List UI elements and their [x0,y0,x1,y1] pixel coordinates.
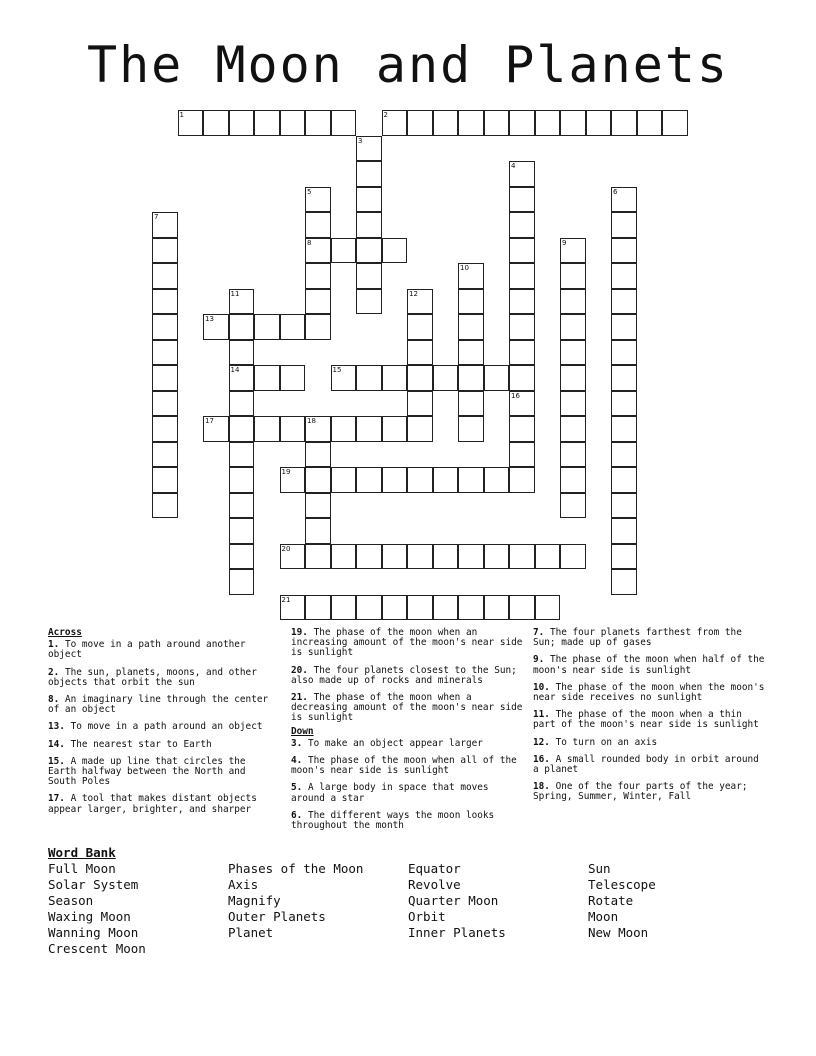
clues-column-3 [533,628,765,810]
grid-cell[interactable] [509,442,535,468]
cell-number: 18 [307,417,316,425]
grid-cell[interactable] [509,391,535,417]
grid-cell[interactable] [458,365,484,391]
grid-cell[interactable] [560,238,586,264]
word-bank-item: Axis [228,877,259,892]
word-bank-item: Inner Planets [408,925,506,940]
grid-cell[interactable] [229,442,255,468]
cell-number: 17 [205,417,214,425]
clue-number: 12. [533,736,550,748]
grid-cell[interactable] [331,595,357,621]
grid-cell[interactable] [356,289,382,315]
clue-text: A large body in space that moves around a star [291,782,489,804]
word-bank-item: Phases of the Moon [228,861,364,876]
grid-cell[interactable] [611,340,637,366]
cell-number: 7 [154,213,159,221]
cell-number: 14 [230,366,240,374]
grid-cell[interactable] [152,263,178,289]
grid-cell[interactable] [152,314,178,340]
word-bank-item: Orbit [408,909,446,924]
grid-cell[interactable] [458,340,484,366]
grid-cell[interactable] [509,161,535,187]
clue-number: 1. [48,639,60,651]
word-bank-column [408,861,506,941]
word-bank-item: Magnify [228,893,281,908]
grid-cell[interactable] [560,263,586,289]
clue-text: To move in a path around another object [48,639,246,661]
grid-cell[interactable] [382,595,408,621]
grid-cell[interactable] [229,467,255,493]
grid-cell[interactable] [611,212,637,238]
clue-number: 10. [533,681,550,693]
clue [48,722,278,732]
grid-cell[interactable] [152,493,178,519]
grid-cell[interactable] [611,442,637,468]
grid-cell[interactable] [356,238,382,264]
grid-cell[interactable] [356,212,382,238]
grid-cell[interactable] [509,238,535,264]
clue-text: The sun, planets, moons, and other objects that orbit the sun [48,666,257,688]
clue-number: 20. [291,664,308,676]
grid-cell[interactable] [407,391,433,417]
grid-cell[interactable] [229,544,255,570]
grid-cell[interactable] [229,493,255,519]
grid-cell[interactable] [509,187,535,213]
clue [533,738,765,748]
clue-number: 19. [291,627,308,638]
word-bank-item: Planet [228,925,274,940]
word-bank-item: Moon [588,909,619,924]
grid-cell[interactable] [229,289,255,315]
grid-cell[interactable] [484,595,510,621]
word-bank-item: Crescent Moon [48,941,146,956]
grid-cell[interactable] [611,365,637,391]
grid-cell[interactable] [152,391,178,417]
grid-cell[interactable] [203,416,229,442]
grid-cell[interactable] [382,238,408,264]
grid-cell[interactable] [484,467,510,493]
grid-cell[interactable] [433,595,459,621]
grid-cell[interactable] [229,518,255,544]
clue-text: The phase of the moon when the moon's near side receives no sunlight [533,681,765,704]
grid-cell[interactable] [305,212,331,238]
grid-cell[interactable] [611,416,637,442]
grid-cell[interactable] [509,544,535,570]
clue [291,693,523,724]
cell-number: 21 [281,595,291,604]
grid-cell[interactable] [203,110,229,136]
grid-cell[interactable] [356,161,382,187]
grid-cell[interactable] [152,365,178,391]
grid-cell[interactable] [535,595,561,621]
grid-cell[interactable] [305,442,331,468]
clues-column-2 [291,628,523,838]
clue-number: 8. [48,694,60,706]
clue-text: The phase of the moon when all of the moon's near side is sunlight [291,755,517,777]
grid-cell[interactable] [560,544,586,570]
clue-number: 4. [291,755,303,767]
grid-cell[interactable] [637,110,663,136]
clue [533,755,765,775]
grid-cell[interactable] [458,263,484,289]
clue-text: To turn on an axis [549,736,658,748]
grid-cell[interactable] [458,467,484,493]
grid-cell[interactable] [305,416,331,442]
grid-cell[interactable] [152,340,178,366]
clue-text: The different ways the moon looks throughout the month [291,809,495,832]
cell-number: 6 [613,187,618,196]
clue-text: An imaginary line through the center of an object [48,694,269,716]
grid-cell[interactable] [305,187,331,213]
grid-cell[interactable] [611,110,637,136]
clue-text: The four planets farthest from the Sun; made up of gases [533,627,742,649]
clue [48,757,278,788]
grid-cell[interactable] [305,467,331,493]
grid-cell[interactable] [229,314,255,340]
clue-text: The phase of the moon when a decreasing amount of the moon's near side is sunlight [291,692,523,724]
grid-cell[interactable] [535,110,561,136]
grid-cell[interactable] [305,238,331,264]
grid-cell[interactable] [560,416,586,442]
grid-cell[interactable] [458,391,484,417]
word-bank-column [588,861,656,941]
grid-cell[interactable] [280,544,306,570]
grid-cell[interactable] [203,314,229,340]
grid-cell[interactable] [509,212,535,238]
grid-cell[interactable] [407,416,433,442]
grid-cell[interactable] [611,314,637,340]
word-bank-column [228,861,363,941]
grid-cell[interactable] [560,493,586,519]
grid-cell[interactable] [458,110,484,136]
grid-cell[interactable] [509,314,535,340]
grid-cell[interactable] [407,314,433,340]
word-bank-item: Rotate [588,893,634,908]
grid-cell[interactable] [560,340,586,366]
grid-cell[interactable] [560,365,586,391]
grid-cell[interactable] [611,263,637,289]
grid-cell[interactable] [611,238,637,264]
cell-number: 9 [562,238,567,247]
word-bank-item: New Moon [588,925,649,940]
grid-cell[interactable] [433,110,459,136]
grid-cell[interactable] [509,467,535,493]
grid-cell[interactable] [484,365,510,391]
grid-cell[interactable] [560,391,586,417]
grid-cell[interactable] [152,238,178,264]
clue-number: 14. [48,738,65,750]
cell-number: 13 [205,315,214,323]
across-heading: Across [48,627,82,638]
clue-number: 21. [291,692,308,704]
cell-number: 20 [281,544,291,553]
grid-cell[interactable] [509,289,535,315]
grid-cell[interactable] [407,365,433,391]
word-bank-item: Sun [588,861,611,876]
grid-cell[interactable] [152,416,178,442]
clue-number: 6. [291,809,303,821]
grid-cell[interactable] [331,365,357,391]
word-bank-item: Quarter Moon [408,893,499,908]
grid-cell[interactable] [152,442,178,468]
cell-number: 8 [307,238,312,247]
grid-cell[interactable] [178,110,204,136]
cell-number: 4 [511,162,516,170]
grid-cell[interactable] [611,569,637,595]
grid-cell[interactable] [229,416,255,442]
grid-cell[interactable] [305,518,331,544]
grid-cell[interactable] [407,289,433,315]
word-bank-column [48,861,146,957]
grid-cell[interactable] [611,391,637,417]
word-bank-item: Waxing Moon [48,909,131,924]
grid-cell[interactable] [229,391,255,417]
grid-cell[interactable] [280,467,306,493]
clue-number: 3. [291,737,303,749]
clue [48,794,278,814]
clue-text: To move in a path around an object [64,721,263,733]
cell-number: 10 [460,264,469,272]
grid-cell[interactable] [331,238,357,264]
clue [533,628,765,648]
grid-cell[interactable] [382,416,408,442]
grid-cell[interactable] [229,340,255,366]
grid-cell[interactable] [611,493,637,519]
grid-cell[interactable] [407,467,433,493]
clue [48,740,278,750]
grid-cell[interactable] [611,187,637,213]
grid-cell[interactable] [356,365,382,391]
grid-cell[interactable] [331,416,357,442]
clue [48,668,278,688]
grid-cell[interactable] [305,544,331,570]
clue-number: 18. [533,781,550,793]
grid-cell[interactable] [611,289,637,315]
grid-cell[interactable] [484,544,510,570]
clue-text: The phase of the moon when half of the moon's near side is sunlight [533,654,765,676]
grid-cell[interactable] [331,110,357,136]
cell-number: 16 [511,391,520,400]
grid-cell[interactable] [152,289,178,315]
clue-text: The phase of the moon when an increasing amount of the moon's near side is sunlight [291,627,523,659]
grid-cell[interactable] [356,544,382,570]
cell-number: 3 [358,136,363,145]
grid-cell[interactable] [509,595,535,621]
grid-cell[interactable] [356,595,382,621]
grid-cell[interactable] [305,314,331,340]
grid-cell[interactable] [280,314,306,340]
grid-cell[interactable] [229,110,255,136]
grid-cell[interactable] [458,595,484,621]
clue-text: The nearest star to Earth [64,738,212,750]
grid-cell[interactable] [433,544,459,570]
grid-cell[interactable] [305,289,331,315]
grid-cell[interactable] [382,544,408,570]
grid-cell[interactable] [356,187,382,213]
clue [533,655,765,675]
grid-cell[interactable] [254,365,280,391]
grid-cell[interactable] [305,595,331,621]
grid-cell[interactable] [356,136,382,162]
grid-cell[interactable] [611,544,637,570]
clue-number: 11. [533,709,550,721]
grid-cell[interactable] [458,544,484,570]
word-bank-title: Word Bank [48,845,116,860]
grid-cell[interactable] [560,442,586,468]
cell-number: 1 [179,111,184,119]
clue [291,811,523,831]
clue-number: 15. [48,755,65,767]
grid-cell[interactable] [407,340,433,366]
clue [291,666,523,686]
grid-cell[interactable] [356,416,382,442]
page-title: The Moon and Planets [86,36,730,94]
grid-cell[interactable] [586,110,612,136]
word-bank-item: Wanning Moon [48,925,139,940]
grid-cell[interactable] [331,544,357,570]
word-bank-item: Full Moon [48,861,116,876]
clues-column-1 [48,628,278,822]
clue-text: One of the four parts of the year; Spring, Summer, Winter, Fall [533,781,748,803]
grid-cell[interactable] [407,544,433,570]
clue-number: 17. [48,793,65,805]
cell-number: 2 [383,111,388,119]
word-bank-item: Revolve [408,877,461,892]
grid-cell[interactable] [229,365,255,391]
grid-cell[interactable] [509,110,535,136]
grid-cell[interactable] [305,263,331,289]
clue [533,782,765,802]
clue [533,710,765,730]
grid-cell[interactable] [560,110,586,136]
grid-cell[interactable] [280,416,306,442]
cell-number: 15 [332,366,342,374]
grid-cell[interactable] [611,518,637,544]
grid-cell[interactable] [509,416,535,442]
clue [291,783,523,803]
clue-number: 7. [533,627,545,638]
grid-cell[interactable] [356,263,382,289]
clue-number: 9. [533,654,545,666]
grid-cell[interactable] [382,365,408,391]
grid-cell[interactable] [152,212,178,238]
word-bank-item: Telescope [588,877,656,892]
grid-cell[interactable] [560,289,586,315]
cell-number: 11 [230,289,240,298]
clue [533,683,765,703]
clue-text: The phase of the moon when a thin part of the moon's near side is sunlight [533,709,759,731]
grid-cell[interactable] [331,467,357,493]
grid-cell[interactable] [662,110,688,136]
clue [291,739,523,749]
word-bank-item: Solar System [48,877,139,892]
grid-cell[interactable] [382,110,408,136]
clue-text: The four planets closest to the Sun; also made up of rocks and minerals [291,664,517,686]
grid-cell[interactable] [407,595,433,621]
grid-cell[interactable] [152,467,178,493]
down-heading: Down [291,725,314,737]
grid-cell[interactable] [356,467,382,493]
cell-number: 5 [307,187,312,196]
grid-cell[interactable] [433,365,459,391]
clue-number: 16. [533,753,550,765]
grid-cell[interactable] [407,110,433,136]
grid-cell[interactable] [458,416,484,442]
grid-cell[interactable] [535,544,561,570]
grid-cell[interactable] [433,467,459,493]
grid-cell[interactable] [611,467,637,493]
grid-cell[interactable] [560,467,586,493]
grid-cell[interactable] [305,493,331,519]
clue-number: 2. [48,666,60,678]
clue-text: A made up line that circles the Earth halfway between the North and South Poles [48,755,246,788]
clue-number: 5. [291,782,303,794]
grid-cell[interactable] [280,365,306,391]
clue-text: A tool that makes distant objects appear larger, brighter, and sharper [48,793,257,815]
grid-cell[interactable] [509,365,535,391]
clue [291,756,523,776]
grid-cell[interactable] [484,110,510,136]
grid-cell[interactable] [382,467,408,493]
word-bank-item: Outer Planets [228,909,326,924]
grid-cell[interactable] [280,110,306,136]
clue [291,628,523,659]
grid-cell[interactable] [458,314,484,340]
cell-number: 12 [409,289,418,298]
grid-cell[interactable] [254,110,280,136]
clue-number: 13. [48,721,65,733]
grid-cell[interactable] [254,314,280,340]
grid-cell[interactable] [229,569,255,595]
word-bank-item: Season [48,893,94,908]
clue-text: To make an object appear larger [302,737,483,749]
grid-cell[interactable] [254,416,280,442]
cell-number: 19 [281,468,291,476]
grid-cell[interactable] [305,110,331,136]
grid-cell[interactable] [280,595,306,621]
word-bank-item: Equator [408,861,461,876]
clue [48,640,278,660]
grid-cell[interactable] [509,340,535,366]
clue [48,695,278,715]
clue-text: A small rounded body in orbit around a planet [533,753,759,776]
grid-cell[interactable] [560,314,586,340]
grid-cell[interactable] [458,289,484,315]
grid-cell[interactable] [509,263,535,289]
